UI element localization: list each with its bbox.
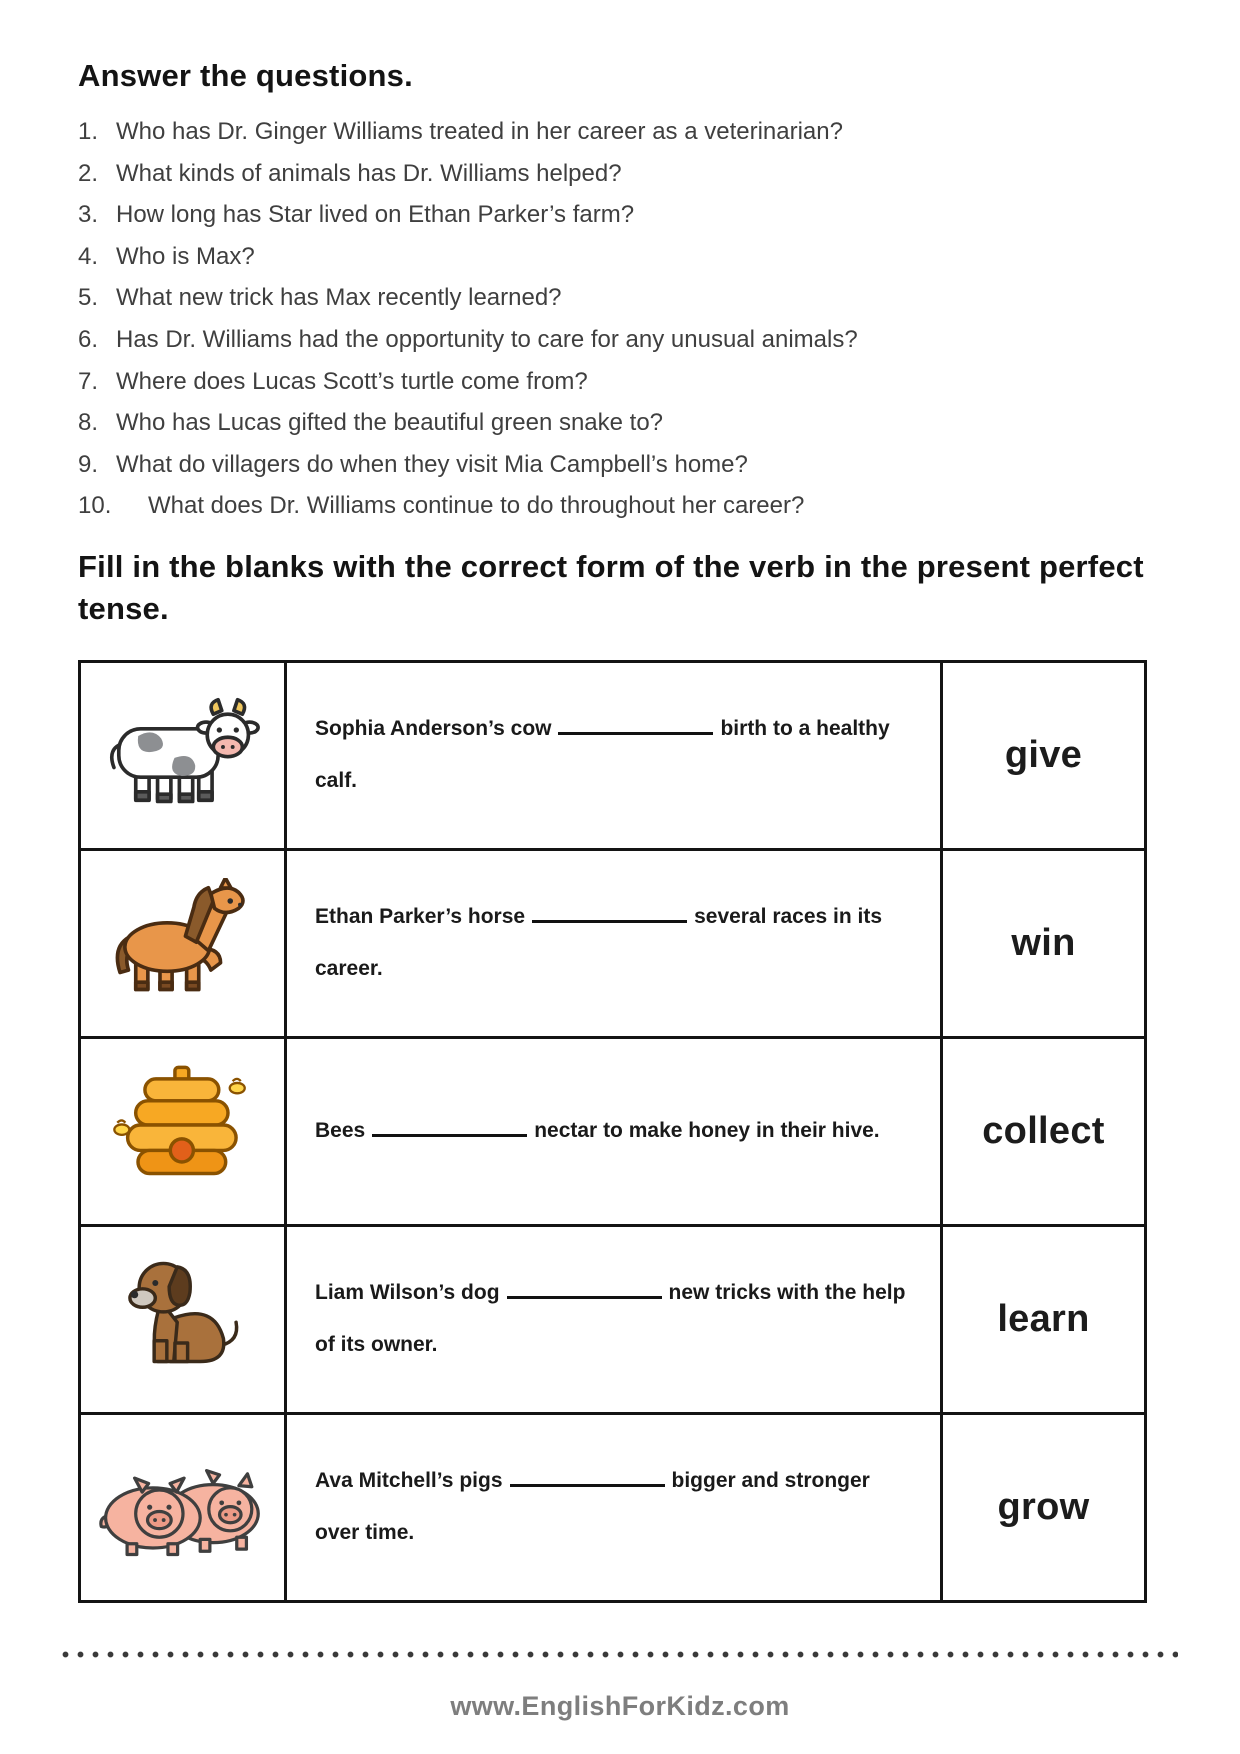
animal-image-cell xyxy=(80,1413,286,1601)
verb-cell xyxy=(942,1037,1146,1225)
verb-label: grow xyxy=(997,1485,1090,1528)
table-row xyxy=(80,661,1146,849)
footer-url: www.EnglishForKidz.com xyxy=(450,1691,790,1721)
section1-title: Answer the questions. xyxy=(78,58,413,93)
question-item-6 xyxy=(78,326,1162,354)
sentence-cell xyxy=(286,661,942,849)
verb-cell xyxy=(942,1413,1146,1601)
verb-cell xyxy=(942,661,1146,849)
question-number: 5. xyxy=(78,284,99,312)
answer-blank xyxy=(372,1134,527,1137)
question-number: 8. xyxy=(78,409,99,437)
question-item-5 xyxy=(78,284,1162,312)
sentence-cell xyxy=(286,1413,942,1601)
question-text: Who has Dr. Ginger Williams treated in her career as a veterinarian? xyxy=(116,118,843,145)
question-item-9 xyxy=(78,451,1162,479)
question-text: What kinds of animals has Dr. Williams helped? xyxy=(116,159,622,187)
verb-label: give xyxy=(1004,733,1083,776)
dog-icon xyxy=(108,1253,258,1380)
sentence-cell xyxy=(286,1037,942,1225)
question-item-10 xyxy=(78,492,1162,520)
horse-icon xyxy=(104,878,262,1004)
verb-label: win xyxy=(1011,921,1076,964)
table-row xyxy=(80,849,1146,1037)
question-number: 6. xyxy=(78,325,99,353)
question-number: 3. xyxy=(78,201,99,229)
answer-blank xyxy=(510,1484,665,1487)
pigs-icon xyxy=(97,1451,269,1559)
beehive-icon xyxy=(108,1065,258,1192)
table-row xyxy=(80,1413,1146,1601)
sentence-text: Bees nectar to make honey in their hive. xyxy=(315,1118,880,1142)
verb-label: learn xyxy=(997,1297,1090,1340)
question-text: Has Dr. Williams had the opportunity to care for any unusual animals? xyxy=(116,325,858,353)
answer-blank xyxy=(507,1296,662,1299)
question-item-1 xyxy=(78,118,1162,146)
question-text: What does Dr. Williams continue to do throughout her career? xyxy=(148,492,805,520)
animal-image-cell xyxy=(80,661,286,849)
verb-cell xyxy=(942,1225,1146,1413)
question-number: 10. xyxy=(78,492,112,520)
table-row xyxy=(80,1037,1146,1225)
animal-image-cell xyxy=(80,1037,286,1225)
question-text: How long has Star lived on Ethan Parker’s farm? xyxy=(116,201,635,229)
sentence-text: Ethan Parker’s horse several races in its career. xyxy=(315,904,883,981)
sentence-cell xyxy=(286,1225,942,1413)
sentence-text: Liam Wilson’s dog new tricks with the help of its owner. xyxy=(315,1280,906,1357)
answer-blank xyxy=(558,732,713,735)
question-text: Who is Max? xyxy=(116,242,255,270)
question-number: 1. xyxy=(78,118,99,145)
question-item-7 xyxy=(78,368,1162,396)
animal-image-cell xyxy=(80,1225,286,1413)
sentence-text: Sophia Anderson’s cow birth to a healthy calf. xyxy=(315,716,890,793)
question-number: 7. xyxy=(78,367,99,395)
question-item-3 xyxy=(78,201,1162,229)
sentence-text: Ava Mitchell’s pigs bigger and stronger over time. xyxy=(315,1468,870,1545)
animal-image-cell xyxy=(80,849,286,1037)
answer-blank xyxy=(532,920,687,923)
question-number: 4. xyxy=(78,242,99,270)
question-text: What do villagers do when they visit Mia Campbell’s home? xyxy=(116,450,748,478)
table-row xyxy=(80,1225,1146,1413)
question-item-2 xyxy=(78,160,1162,188)
question-item-8 xyxy=(78,409,1162,437)
question-text: Where does Lucas Scott’s turtle come from? xyxy=(116,367,588,395)
fill-in-blanks-table xyxy=(78,660,1147,1603)
sentence-cell xyxy=(286,849,942,1037)
footer-dotted-line xyxy=(62,1651,1178,1658)
verb-cell xyxy=(942,849,1146,1037)
question-number: 9. xyxy=(78,450,99,478)
verb-label: collect xyxy=(982,1109,1105,1152)
question-number: 2. xyxy=(78,159,99,187)
cow-icon xyxy=(104,690,262,816)
questions-list xyxy=(78,118,1162,520)
section2-title: Fill in the blanks with the correct form of the verb in the present perfect tense. xyxy=(78,548,1144,626)
question-text: Who has Lucas gifted the beautiful green snake to? xyxy=(116,409,664,437)
question-text: What new trick has Max recently learned? xyxy=(116,284,562,312)
question-item-4 xyxy=(78,243,1162,271)
